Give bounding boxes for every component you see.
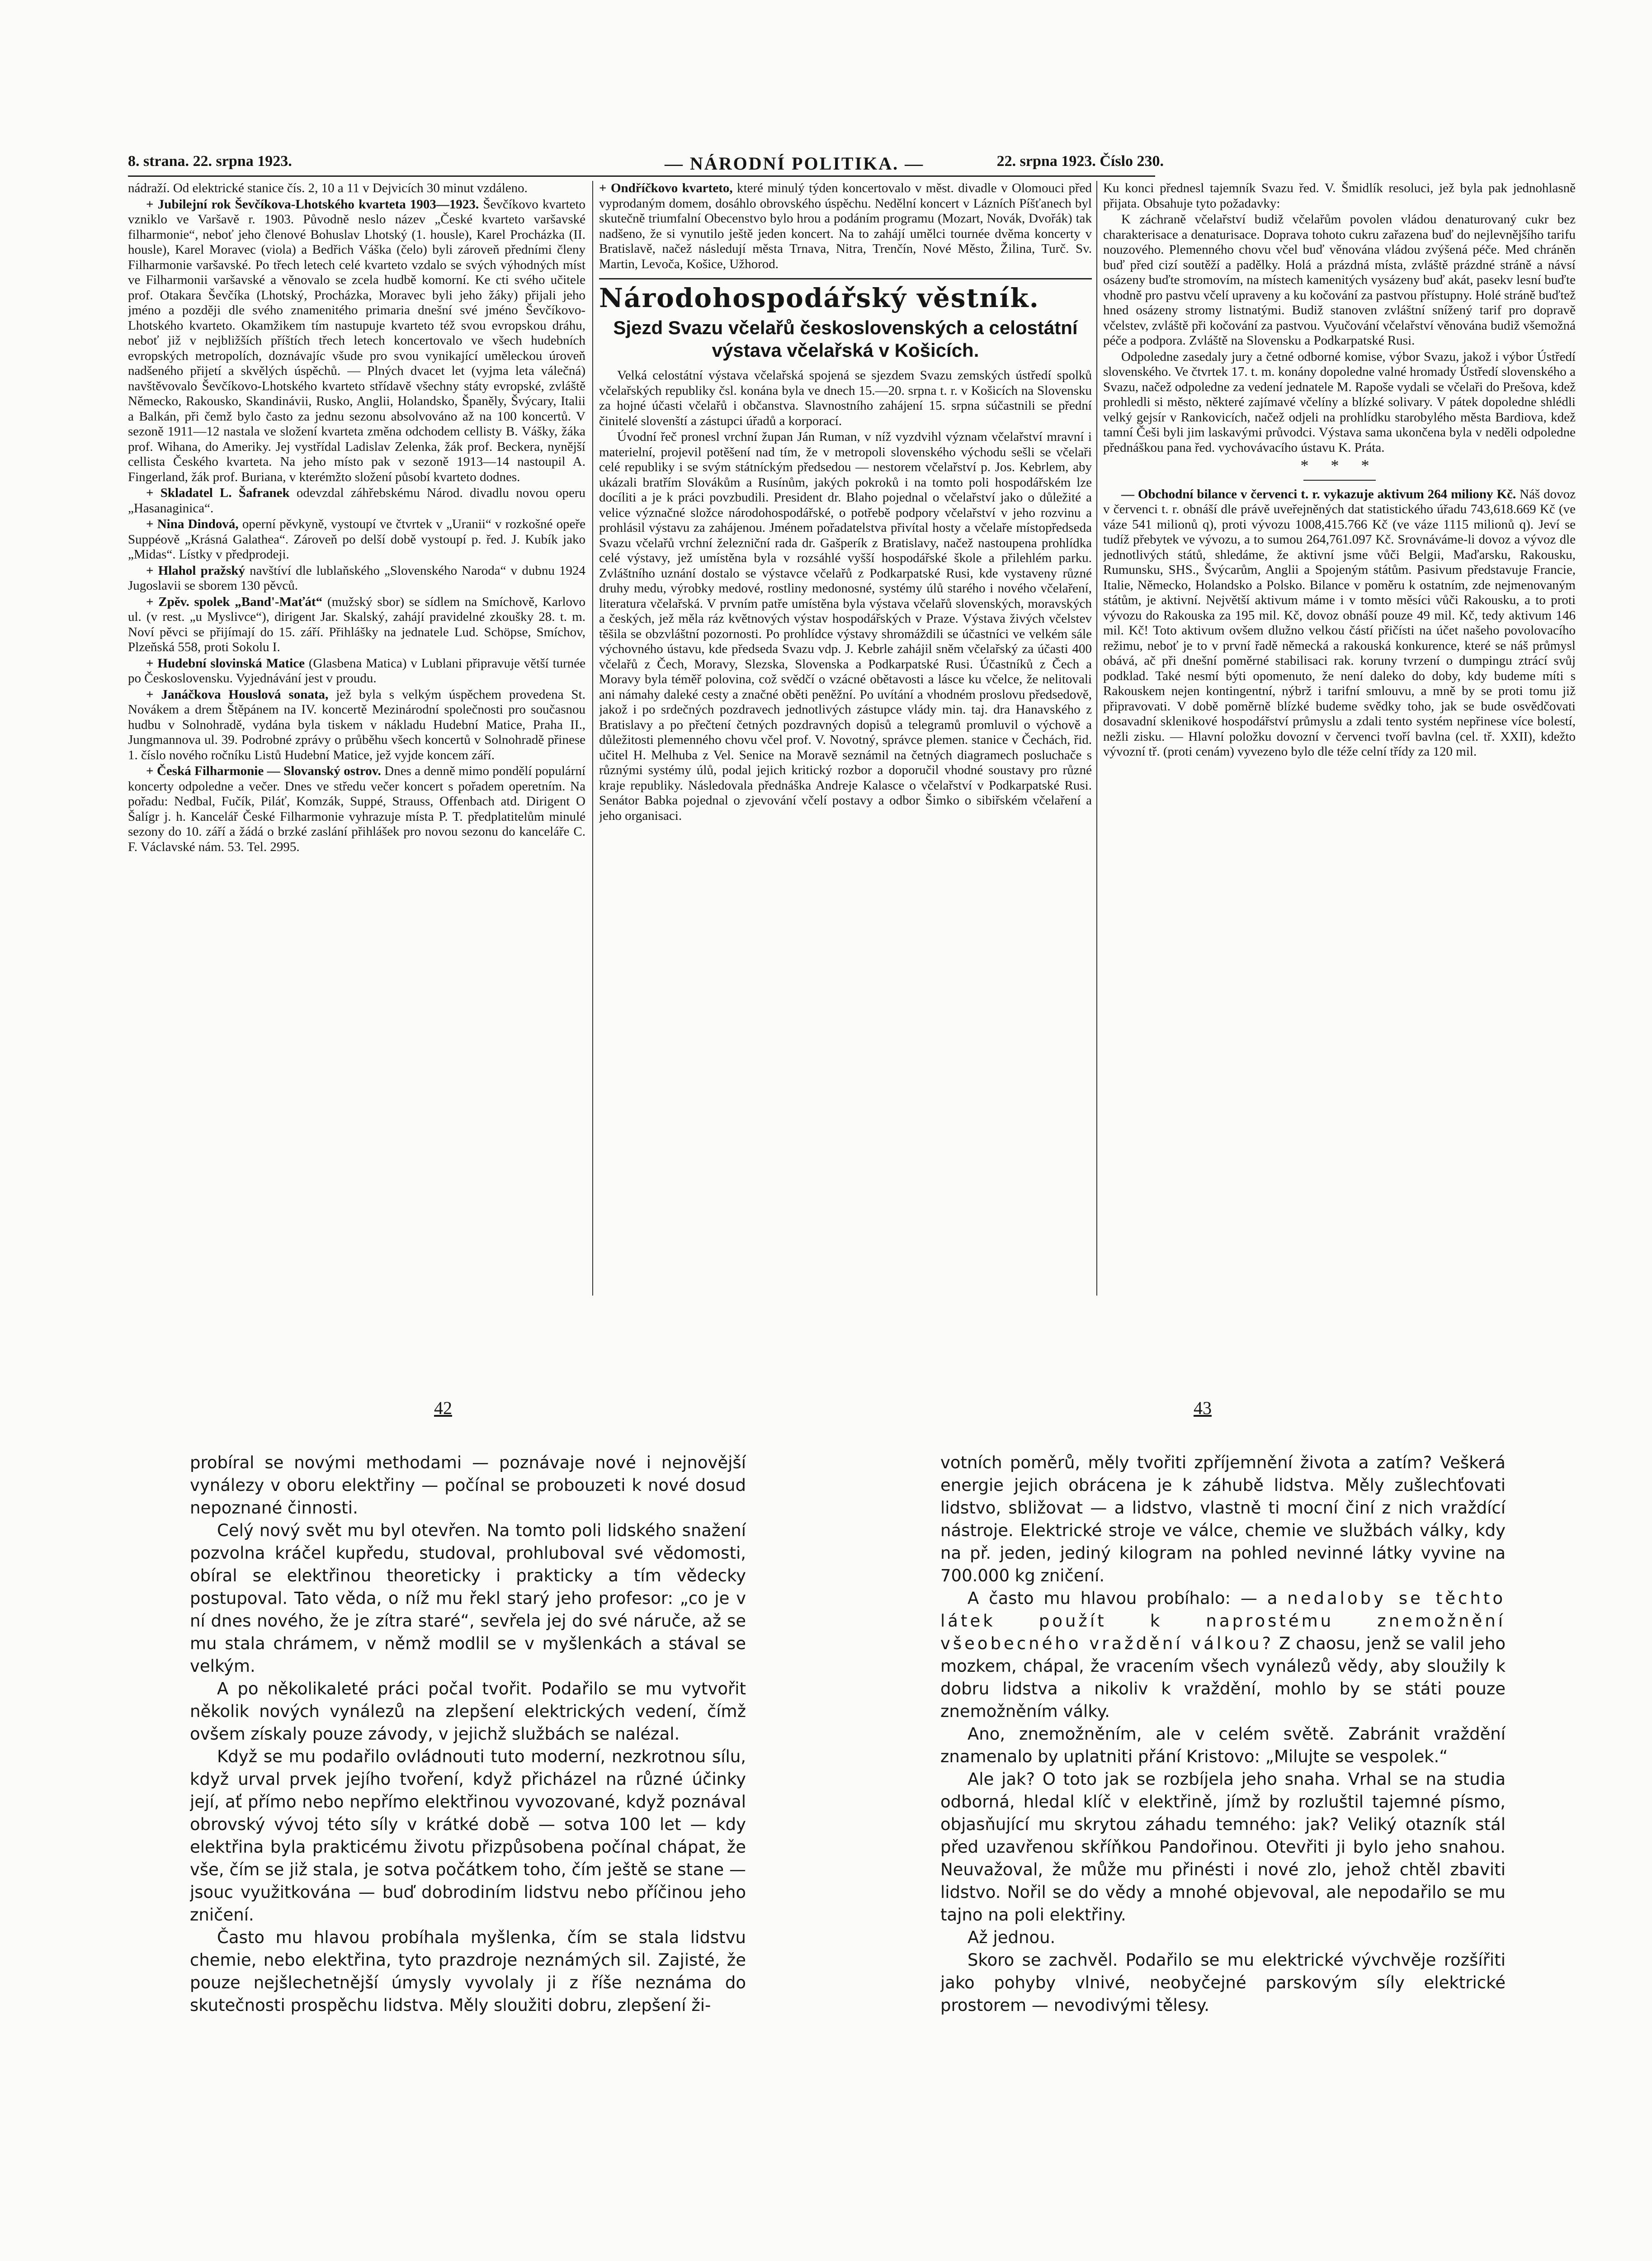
news-item: + Ondříčkovo kvarteto, které minulý týden koncertovalo v měst. divadle v Olomouci před vyprodaným domem, dosáhlo obrovského úspěchu. Nedělní koncert v Lázních Píšťanech byl skutečně triumfalní Obecenstvo bylo hrou a podáním programu (Mozart, Novák, Dvořák) tak nadšeno, že si vynutilo ještě jeden koncert. Na to zahájí umělci tournée dvěma koncerty v Bratislavě, načež následují města Trnava, Nitra, Trenčín, Nové Město, Žilina, Turč. Sv. Martin, Levoča, Košice, Užhorod. [599, 181, 1092, 271]
article-paragraph: K záchraně včelařství budiž včelařům povolen vládou denaturovaný cukr bez charakterisace a denaturisace. Doprava tohoto cukru zařazena buď do nejlevnějšího tarifu nouzového. Plemenného chovu včel buď věnována vládou zvýšená péče. Med chráněn buď před cizí soutěží a padělky. Holá a prázdná místa, zvláště prázdné stráně a návsí osázeny buďte stromovím, na místech kamenitých vysázeny buď akát, pasekv lesní buďte vhodně pro pastvu včelí upraveny a ku kočování za pastvou přístupny. Holé stráně buďtež hned osázeny stromy listnatými. Budiž stanoven zvláštní snížený tarif pro dopravě včelstev, zvláště při kočování za pastvou. Vyučování včelařství věnována budiž všemožná péče a podpora. Zvláště na Slovensku a Podkarpatské Rusi. [1103, 212, 1576, 348]
news-item: + Skladatel L. Šafranek odevzdal záhřebskému Národ. divadlu novou operu „Hasanaginica“. [128, 486, 585, 516]
book-paragraph: A často mu hlavou probíhalo: — a nedaloby se těchto látek použít k naprostému znemožnění všeobecného vraždění válkou? Z chaosu, jenž se valil jeho mozkem, chápal, že vracením všech vynálezů vědy, aby sloužily k dobru lidstva a nikoliv k vraždění, mohlo by se státi pouze znemožněním války. [940, 1589, 1506, 1721]
news-item: + Jubilejní rok Ševčíkova-Lhotského kvarteta 1903—1923. Ševčíkovo kvarteto vzniklo ve Varšavě r. 1903. Původně neslo název „České kvarteto varšavské filharmonie“, neboť jeho členové Bohuslav Lhotský (1. housle), Karel Procházka (II. housle), Karel Moravec (viola) a Bedřich Váška (čelo) byli zároveň předními členy Filharmonie varšavské. Po třech letech celé kvarteto vzdalo se svých výhodných míst ve Filharmonii varšavské a věnovalo se zcela hudbě komorní. Ke cti svého učitele prof. Otakara Ševčíka (Lhotský, Procházka, Moravec byli jeho žáky) přijali jeho jméno a později dle svého znamenitého primaria dnešní své jméno Ševčíkovo-Lhotského kvarteto. Okamžikem tím nastupuje kvarteto též svou evropskou dráhu, neboť již v nejbližších příštích třech letech koncertovalo ve všech hudebních evropských metropolích, doznávajíc všude pro svou vynikající uměleckou úroveň nadšeného přijetí a skvělých úspěchů. — Plných dvacet let (vyjma leta válečná) navštěvovalo Ševčíkovo-Lhotského kvarteto střídavě všechny státy evropské, zvláště Německo, Rakousko, Skandinávii, Rusko, Anglii, Holandsko, Španěly, Švýcary, Italii a Balkán, při čemž bylo často za jednu sezonu absolvováno až na 100 koncertů. V sezoně 1911—12 nastala ve složení kvarteta změna odchodem cellisty B. Vášky, žáka prof. Wihana, do Ameriky. Jej vystřídal Ladislav Zelenka, žák prof. Beckera, nynější cellista Českého kvarteta. Na jeho místo pak v sezoně 1913—14 nastoupil A. Fingerland, žák prof. Buriana, v kterémžto složení působí kvarteto dodnes. [128, 197, 585, 484]
section-title: Národohospodářský věstník. [599, 278, 1092, 314]
news-item: nádraží. Od elektrické stanice čís. 2, 10 a 11 v Dejvicích 30 minut vzdáleno. [128, 181, 528, 195]
book-paragraph: probíral se novými methodami — poznávaje nové i nejnovější vynálezy v oboru elektřiny — počínal se probouzeti k nové dosud nepoznané činnosti. [190, 1453, 746, 1518]
article-paragraph: Velká celostátní výstava včelařská spojená se sjezdem Svazu zemských ústředí spolků včelařských republiky čsl. konána byla ve dnech 15.—20. srpna t. r. v Košicích na Slovensku za hojné účasti včelařů i občanstva. Slavnostního zahájení 15. srpna súčastnili se přední činitelé slovenští a zástupci úřadů a korporací. [599, 368, 1092, 428]
spaced-emphasis: nedaloby se těchto látek použít k naprostému znemožnění všeobecného vraždění válkou? [940, 1589, 1506, 1653]
book-paragraph: Až jednou. [968, 1928, 1056, 1947]
newspaper-title: — NÁRODNÍ POLITIKA. — [665, 153, 925, 174]
separator-rule [1303, 480, 1376, 481]
news-item: + Janáčkova Houslová sonata, jež byla s velkým úspěchem provedena St. Novákem a drem Štěpánem na IV. koncertě Mezinárodní společnosti pro současnou hudbu v Solnohradě, vydána byla tiskem v nákladu Hudební Matice, Praha II., Jungmannova ul. 39. Podrobné zprávy o průběhu všech koncertů v Solnohradě přinese 1. číslo nového ročníku Listů Hudební Matice, jež vyjde koncem září. [128, 687, 585, 762]
column-economic-continued [1103, 181, 1576, 1302]
book-paragraph: Často mu hlavou probíhala myšlenka, čím se stala lidstvu chemie, nebo elektřina, tyto prazdroje neznámých sil. Zajisté, že pouze nejšlechetnější úmysly vyvolaly ji z říše neznáma do skutečnosti prospěchu lidstva. Měly sloužiti dobru, zlepšení ži- [190, 1928, 746, 2015]
header-right: 22. srpna 1923. Číslo 230. [996, 153, 1164, 170]
page-number-left: 42 [434, 1398, 452, 1418]
article-paragraph: Ku konci přednesl tajemník Svazu řed. V. Šmidlík resoluci, jež byla pak jednohlasně přijata. Obsahuje tyto požadavky: [1103, 181, 1576, 211]
news-item: + Česká Filharmonie — Slovanský ostrov. Dnes a denně mimo pondělí populární koncerty odpoledne a večer. Dnes ve středu večer koncert s pořadem operetním. Na pořadu: Nedbal, Fučík, Piláť, Komzák, Suppé, Strauss, Offenbach atd. Dirigent O Šalígr j. h. Kancelář České Filharmonie vyhrazuje místa P. T. předplatitelům minulé sezony do 10. září a žádá o brzké zaslání přihlášek pro novou sezonu do kanceláře C. F. Václavské nám. 53. Tel. 2995. [128, 764, 585, 854]
book-paragraph: A po několikaleté práci počal tvořit. Podařilo se mu vytvořit několik nových vynálezů na zlepšení elektrických vedení, čímž ovšem získaly pouze závody, v jejichž službách se nalézal. [190, 1679, 746, 1744]
section-separator: * * * [1300, 456, 1378, 474]
book-paragraph: Ale jak? O toto jak se rozbíjela jeho snaha. Vrhal se na studia odborná, hledal klíč v elektřině, jímž by rozluštil tajemné písmo, objasňující mu skrytou záhadu temného: jak? Veliký otazník stál před uzavřenou skříňkou Pandořinou. Otevřiti ji bylo jeho snahou. Neuvažoval, že může mu přinésti i nové zlo, jehož chtěl zbaviti lidstvo. Nořil se do vědy a mnohé objevoval, ale nepodařilo se mu tajno na poli elektřiny. [940, 1769, 1506, 1925]
news-item: + Hlahol pražský navštíví dle lublaňského „Slovenského Naroda“ v dubnu 1924 Jugoslavii se sborem 130 pěvců. [128, 563, 585, 593]
news-item: + Hudební slovinská Matice (Glasbena Matica) v Lublani připravuje větší turnée po Československu. Vyjednávání jest v proudu. [128, 656, 585, 686]
column-culture-news [128, 181, 585, 1302]
header-rule [128, 175, 1155, 177]
article-paragraph: Odpoledne zasedaly jury a četné odborné komise, výbor Svazu, jakož i výbor Ústředí slovenského. Ve čtvrtek 17. t. m. konány dopoledne valné hromady Ústředí slovenského a Svazu, načež odpoledne za vedení jednatele M. Rapoše vydali se včelaři do Prešova, kdež prohledli si město, některé zajímavé včelíny a blízké solivary. V pátek dopoledne shlédli velký gejsír v Rankovicích, načež odjeli na prohlídku starobylého města Bardiova, kdež tamní Češi byli jim laskavými průvodci. Výstava sama ukončena byla v neděli odpoledne přednáškou pana řed. vychovávacího ústavu K. Práta. [1103, 349, 1576, 455]
page-number-right: 43 [1194, 1398, 1212, 1418]
book-paragraph: Celý nový svět mu byl otevřen. Na tomto poli lidského snažení pozvolna kráčel kupředu, studoval, prohluboval své vědomosti, obíral se elektřinou theoreticky i prakticky a tím vědecky postupoval. Tato věda, o níž mu řekl starý jeho profesor: „co je v ní dnes nového, že je zítra staré“, sevřela jej do své náruče, až se mu stala chrámem, v němž modlil se v myšlenkách a stával se velkým. [190, 1521, 746, 1676]
column-economic-news [599, 181, 1092, 1302]
book-paragraph: votních poměrů, měly tvořiti zpříjemnění života a zatím? Veškerá energie jejich obrácena je k záhubě lidstva. Měly zušlechťovati lidstvo, sbližovat — a lidstvo, vlastně ti mocní činí z nich vraždící nástroje. Elektrické stroje ve válce, chemie ve službách války, kdy na př. jeden, jediný kilogram na pohled nevinné látky vyvine na 700.000 kg zničení. [940, 1453, 1506, 1585]
header-left: 8. strana. 22. srpna 1923. [128, 153, 292, 170]
book-paragraph: Když se mu podařilo ovládnouti tuto moderní, nezkrotnou sílu, když urval prvek jejího tvoření, když přicházel na různé účinky její, ať přímo nebo nepřímo elektřinou vyvozované, když poznával obrovský vývoj této síly v krátké době — sotva 100 let — kdy elektřina byla prakticému životu přizpůsobena počínal chápat, že vše, čím se již stala, je sotva počátkem toho, čím ještě se stane — jsouc využitkována — buď dobrodiním lidstvu nebo příčinou jeho zničení. [190, 1747, 746, 1925]
book-paragraph: Ano, znemožněním, ale v celém světě. Zabránit vraždění znamenalo by uplatniti přání Kristovo: „Milujte se vespolek.“ [940, 1724, 1506, 1766]
book-page-left [190, 1452, 746, 2261]
book-paragraph: Skoro se zachvěl. Podařilo se mu elektrické vývchvěje rozšířiti jako pohyby vlnivé, neobyčejné parskovým síly elektrické prostorem — nevodivými tělesy. [940, 1950, 1506, 2015]
book-page-right [940, 1452, 1506, 2261]
column-divider [1096, 181, 1097, 1296]
news-item: + Zpěv. spolek „Band'-Maťát“ (mužský sbor) se sídlem na Smíchově, Karlovo ul. (v rest. „u Myslivce“), dirigent Jar. Skalský, zahájí pravidelné zkoušky 28. t. m. Noví pěvci se přijímají do 15. září. Přihlášky na jednatele Lud. Schöpse, Smíchov, Plzeňská 558, proti Sokolu I. [128, 594, 585, 654]
news-item: — Obchodní bilance v červenci t. r. vykazuje aktivum 264 miliony Kč. Náš dovoz v červenci t. r. obnáší dle právě uveřejněných dat statistického úřadu 743,618.669 Kč (ve váze 541 milionů q), proti vývozu 1008,415.766 Kč (ve váze 1115 milionů q). Jeví se tudíž přebytek ve vývozu, a to sumou 264,761.097 Kč. Srovnáváme-li dovoz a vývoz dle jednotlivých států, shledáme, že aktivní jsme vůči Belgii, Maďarsku, Rakousku, Rumunsku, SHS., Švýcarům, Anglii a Spojeným státům. Pasivum představuje Francie, Italie, Německo, Holandsko a Polsko. Bilance v poměru k ostatním, zde nejmenovaným státům, je aktivní. Největší aktivum máme i v tomto měsíci vůči Rakousku, a to proti vývozu do Rakouska za 195 mil. Kč, dovoz obnáší pouze 49 mil. Kč, tedy aktivum 146 mil. Kč! Toto aktivum ovšem dlužno velkou částí přičísti na účet našeho povolovacího režimu, neboť je to v první řadě německá a rakouská konkurence, které se náš průmysl obává, ač při dnešní poměrné stabilisaci rak. koruny tvrzení o dumpingu ztrácí svůj podklad. Také nesmí býti opomenuto, že není daleko do doby, kdy budeme míti s Rakouskem nejen kontingentní, nýbrž i tarifní smlouvu, a mně by se proti tomu již připravovati. V době poměrně blízké budeme svědky toho, jak se bude osvědčovati dosavadní sklenikové hospodářství průmyslu a zdali tento systém nepřinese více bolestí, nežli zisku. — Hlavní položku dovozní v červenci tvoří bavlna (cel. tř. XXII), kdežto vývozní tř. (proti cenám) vyvezeno bylo dle téže celní třídy za 120 mil. [1103, 487, 1576, 759]
article-headline: Sjezd Svazu včelařů československých a celostátní výstava včelařská v Košicích. [613, 317, 1078, 361]
column-divider [592, 181, 593, 1296]
article-paragraph: Úvodní řeč pronesl vrchní župan Ján Ruman, v níž vyzdvihl význam včelařství mravní i materielní, projevil potěšení nad tím, že v metropoli slovenského východu sešli se včelaři celé republiky i se svým státníckým předsedou — nestorem včelařství p. Jos. Kebrlem, aby ukázali bratřím Slovákům a Rusínům, jakých pokroků i na tomto poli hospodářském lze docíliti a je k práci povzbudili. President dr. Blaho pojednal o včelařství jako o důležité a velice význačné složce národohospodářské, o potřebě podpory včelařství v jeho rozvinu a prohlásil výstavu za zahájenou. Jménem pořadatelstva přivítal hosty a včelaře místopředseda Svazu včelařů vrchní železniční rada dr. Gašperík z Bratislavy, načež nastoupena prohlídka celé výstavy, jež umístěna byla v rozsáhlé vyšší hospodářské škole a přilehlém parku. Zvláštního uznání dostalo se výstavce včelařů z Podkarpatské Rusi, kde vystaveny různé druhy medu, výrobky medové, rostliny medonosné, systémy úlů starého i nového včelaření, literatura včelařská. V prvním patře umístěna byla výstava včelařů slovenských, moravských a českých, jež měla ráz květnových výstav hospodářských v Praze. Výstava živých včelstev těšila se obzvláštní pozornosti. Po prohlídce výstavy shromáždili se účastníci ve velkém sále výchovného ústavu, kde předseda Svazu vdp. J. Kebrle zahájil sněm včelařský za účasti 400 včelařů z Čech, Moravy, Slezska, Slovenska a Podkarpatské Rusi. Účastníků z Čech a Moravy byla téměř polovina, což svědčí o vzácné obětavosti a lásce ku včelce, že nelitovali ani námahy daleké cesty a značné oběti peněžní. Po uvítání a vhodném proslovu předsedově, jakož i po srdečných pozdravech jednotlivých zástupce vlády min. taj. dra Hanavského z Bratislavy a po přečtení četných pozdravných dopisů a telegramů promluvil o výchově a důležitosti plemenného chovu včel prof. V. Novotný, správce plemen. stanice v Čechách, řid. učitel H. Melhuba z Vel. Senice na Moravě seznámil na četných diagramech posluchače s různými systémy úlů, podal jejich kritický rozbor a doporučil vhodné soustavy pro různé kraje republiky. Následovala přednáška Andreje Kalasce o včelařství v Podkarpatské Rusi. Senátor Babka pojednal o zjevování včelí postavy a odbor Šimko o sibiřském včelaření a jeho organisaci. [599, 430, 1092, 823]
news-item: + Nina Dindová, operní pěvkyně, vystoupí ve čtvrtek v „Uranii“ v rozkošné opeře Suppéově „Krásná Galathea“. Zároveň po delší době vystoupí p. řed. J. Kubík jako „Midas“. Lístky v předprodeji. [128, 517, 585, 562]
